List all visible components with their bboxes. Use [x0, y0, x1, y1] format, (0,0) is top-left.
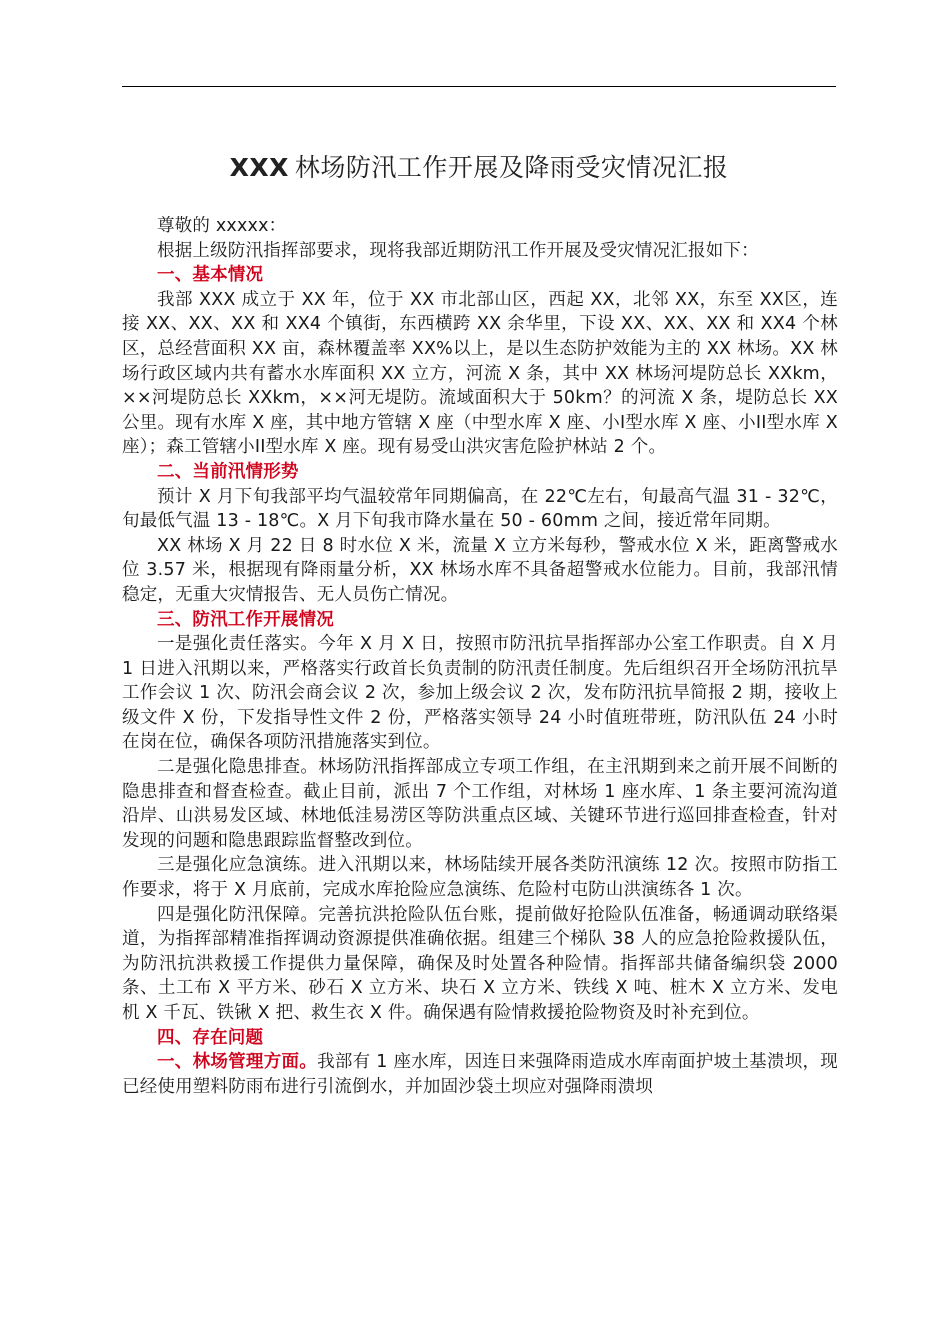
- paragraph-basic-info: 我部 XXX 成立于 XX 年，位于 XX 市北部山区，西起 XX，北邻 XX，东至 XX区，连接 XX、XX、XX 和 XX4 个镇街，东西横跨 XX 余华里，下设 XX、XX、XX 和 XX4 个林区，总经营面积 XX 亩，森林覆盖率 XX%以上，是以生态防护效能为主的 XX 林场。XX 林场行政区域内共有蓄水水库面积 XX 立方，河流 X 条，其中 XX 林场河堤防总长 XXkm，××河堤防总长 XXkm，××河无堤防。流域面积大于 50km？的河流 X 条，堤防总长 XX 公里。现有水库 X 座，其中地方管辖 X 座（中型水库 X 座、小I型水库 X 座、小II型水库 X 座）；森工管辖小II型水库 X 座。现有易受山洪灾害危险护林站 2 个。: [122, 289, 838, 458]
- paragraph-water-level: XX 林场 X 月 22 日 8 时水位 X 米，流量 X 立方米每秒，警戒水位 X 米，距离警戒水位 3.57 米，根据现有降雨量分析，XX 林场水库不具备超警戒水位能力。目前，我部汛情稳定，无重大灾情报告、无人员伤亡情况。: [122, 535, 838, 605]
- intro-paragraph: 根据上级防汛指挥部要求，现将我部近期防汛工作开展及受灾情况汇报如下：: [157, 240, 759, 261]
- greeting: 尊敬的 xxxxx：: [157, 216, 287, 236]
- paragraph-emergency-drills: 三是强化应急演练。进入汛期以来，林场陆续开展各类防汛演练 12 次。按照市防指工作要求，将于 X 月底前，完成水库抢险应急演练、危险村屯防山洪演练各 1 次。: [122, 855, 838, 901]
- paragraph-lead-label: 一、林场管理方面。: [157, 1052, 318, 1073]
- section-heading-work-progress: 三、防汛工作开展情况: [157, 609, 334, 630]
- header-rule: [122, 86, 836, 87]
- document-body: [122, 214, 838, 1099]
- section-heading-basic-info: 一、基本情况: [157, 265, 264, 286]
- paragraph-hazard-inspection: 二是强化隐患排查。林场防汛指挥部成立专项工作组，在主汛期到来之前开展不间断的隐患排查和督查检查。截止目前，派出 7 个工作组，对林场 1 座水库、1 条主要河流沟道沿岸、山洪易发区域、林地低洼易涝区等防洪重点区域、关键环节进行巡回排查检查，针对发现的问题和隐患跟踪监督整改到位。: [122, 757, 838, 851]
- paragraph-responsibility: 一是强化责任落实。今年 X 月 X 日，按照市防汛抗旱指挥部办公室工作职责。自 X 月 1 日进入汛期以来，严格落实行政首长负责制的防汛责任制度。先后组织召开全场防汛抗旱工作会议 1 次、防汛会商会议 2 次，参加上级会议 2 次，发布防汛抗旱简报 2 期，接收上级文件 X 份，下发指导性文件 2 份，严格落实领导 24 小时值班带班，防汛队伍 24 小时在岗在位，确保各项防汛措施落实到位。: [122, 634, 838, 753]
- paragraph-forest-management-text: 我部有 1 座水库，因连日来强降雨造成水库南面护坡土基溃坝，现已经使用塑料防雨布进行引流倒水，并加固沙袋土坝应对强降雨溃坝: [122, 1052, 838, 1097]
- paragraph-forest-management: [122, 1050, 838, 1099]
- document-title: [122, 150, 836, 186]
- section-heading-problems: 四、存在问题: [157, 1027, 264, 1048]
- title-main: 林场防汛工作开展及降雨受灾情况汇报: [294, 153, 729, 182]
- paragraph-flood-supplies: 四是强化防汛保障。完善抗洪抢险队伍台账，提前做好抢险队伍准备，畅通调动联络渠道，为指挥部精准指挥调动资源提供准确依据。组建三个梯队 38 人的应急抢险救援队伍，为防汛抗洪救援工作提供力量保障，确保及时处置各种险情。指挥部共储备编织袋 2000 条、土工布 X 平方米、砂石 X 立方米、块石 X 立方米、铁线 X 吨、桩木 X 立方米、发电机 X 千瓦、铁锹 X 把、救生衣 X 件。确保遇有险情救援抢险物资及时补充到位。: [122, 904, 838, 1023]
- section-heading-flood-situation: 二、当前汛情形势: [157, 461, 299, 482]
- paragraph-weather-forecast: 预计 X 月下旬我部平均气温较常年同期偏高，在 22℃左右，旬最高气温 31 - 32℃，旬最低气温 13 - 18℃。X 月下旬我市降水量在 50 - 60mm 之间，接近常年同期。: [122, 486, 838, 532]
- title-prefix: XXX: [229, 153, 289, 182]
